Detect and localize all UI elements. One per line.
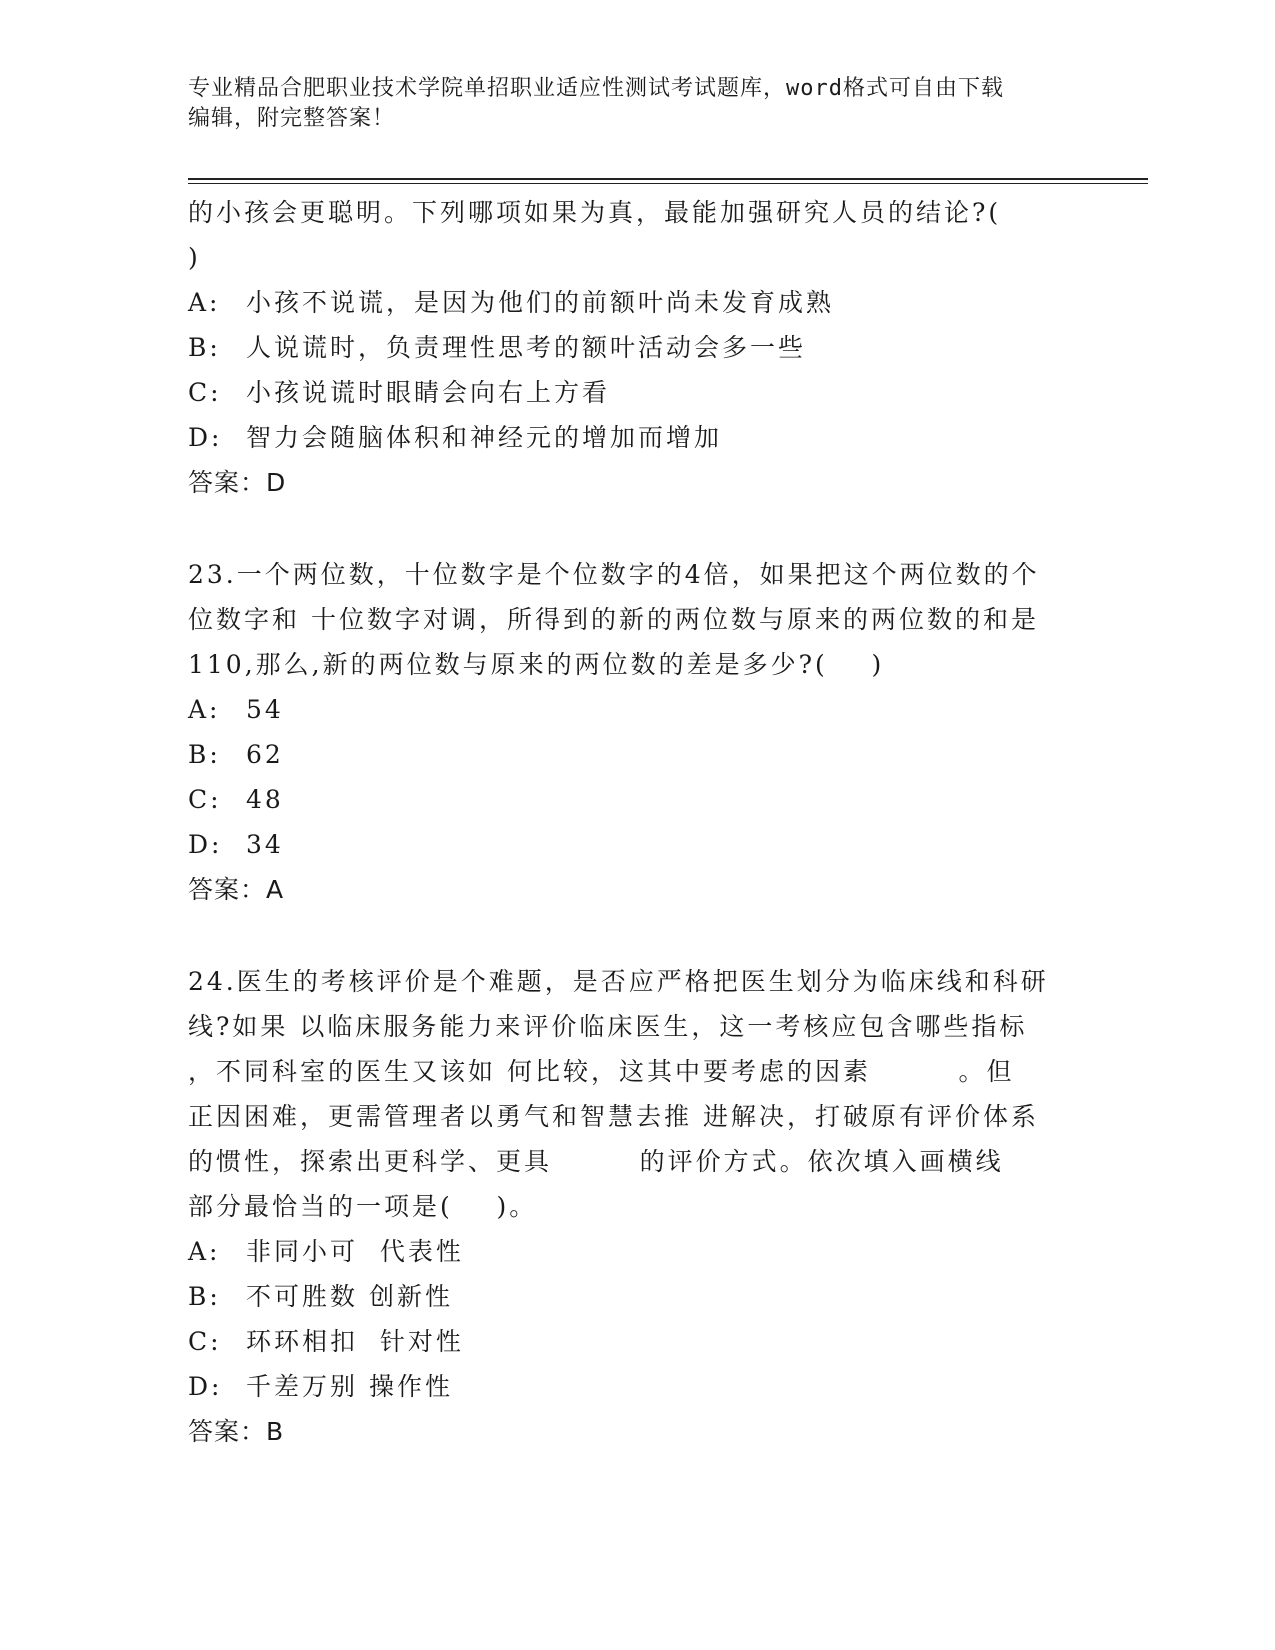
option-key: A: bbox=[188, 288, 221, 317]
header-divider-thick bbox=[188, 178, 1148, 180]
option-c bbox=[188, 1319, 1078, 1364]
option-key: C: bbox=[188, 378, 222, 407]
question-text-line: 部分最恰当的一项是( )。 bbox=[188, 1192, 538, 1221]
question-text-line: ) bbox=[188, 243, 201, 272]
document-header bbox=[188, 74, 1068, 134]
option-a bbox=[188, 280, 1078, 325]
option-b bbox=[188, 325, 1078, 370]
option-key: C: bbox=[188, 785, 222, 814]
question-22 bbox=[188, 190, 1078, 505]
option-key: B: bbox=[188, 740, 221, 769]
option-text: 小孩不说谎，是因为他们的前额叶尚未发育成熟 bbox=[246, 288, 835, 317]
answer: 答案：A bbox=[188, 875, 285, 904]
question-24 bbox=[188, 959, 1078, 1454]
option-text: 48 bbox=[246, 785, 284, 814]
question-text-line: 的小孩会更聪明。下列哪项如果为真，最能加强研究人员的结论?( bbox=[188, 198, 1002, 227]
option-text: 千差万别 操作性 bbox=[246, 1372, 453, 1401]
option-c bbox=[188, 370, 1078, 415]
header-divider-thin bbox=[188, 183, 1148, 184]
option-key: D: bbox=[188, 423, 223, 452]
question-text-line: 位数字和 十位数字对调，所得到的新的两位数与原来的两位数的和是 bbox=[188, 605, 1039, 634]
option-text: 人说谎时，负责理性思考的额叶活动会多一些 bbox=[246, 333, 807, 362]
question-content bbox=[188, 190, 1078, 1454]
question-text-line: 23.一个两位数，十位数字是个位数字的4倍，如果把这个两位数的个 bbox=[188, 560, 1040, 589]
option-key: B: bbox=[188, 1282, 221, 1311]
question-text-line: 正因困难，更需管理者以勇气和智慧去推 进解决，打破原有评价体系 bbox=[188, 1102, 1039, 1131]
option-d bbox=[188, 415, 1078, 460]
option-text: 不可胜数 创新性 bbox=[246, 1282, 453, 1311]
option-key: C: bbox=[188, 1327, 222, 1356]
option-text: 非同小可 代表性 bbox=[246, 1237, 464, 1266]
spacer bbox=[188, 912, 1078, 959]
option-text: 34 bbox=[246, 830, 284, 859]
question-23 bbox=[188, 552, 1078, 912]
header-line-2: 编辑，附完整答案！ bbox=[188, 106, 396, 131]
option-a bbox=[188, 1229, 1078, 1274]
option-key: B: bbox=[188, 333, 221, 362]
question-text-line: 的惯性，探索出更科学、更具 的评价方式。依次填入画横线 bbox=[188, 1147, 1004, 1176]
option-b bbox=[188, 1274, 1078, 1319]
option-text: 智力会随脑体积和神经元的增加而增加 bbox=[246, 423, 723, 452]
option-key: D: bbox=[188, 830, 223, 859]
option-d bbox=[188, 1364, 1078, 1409]
option-d bbox=[188, 822, 1078, 867]
spacer bbox=[188, 505, 1078, 552]
question-text-line: 24.医生的考核评价是个难题，是否应严格把医生划分为临床线和科研 bbox=[188, 967, 1049, 996]
option-c bbox=[188, 777, 1078, 822]
option-a bbox=[188, 687, 1078, 732]
option-key: A: bbox=[188, 695, 221, 724]
answer: 答案：D bbox=[188, 468, 287, 497]
option-text: 54 bbox=[246, 695, 284, 724]
option-text: 62 bbox=[246, 740, 284, 769]
option-text: 环环相扣 针对性 bbox=[246, 1327, 464, 1356]
question-text-line: ，不同科室的医生又该如 何比较，这其中要考虑的因素 。但 bbox=[188, 1057, 1015, 1086]
question-text-line: 线?如果 以临床服务能力来评价临床医生，这一考核应包含哪些指标 bbox=[188, 1012, 1028, 1041]
header-line-1: 专业精品合肥职业技术学院单招职业适应性测试考试题库，word格式可自由下载 bbox=[188, 76, 1004, 101]
option-key: A: bbox=[188, 1237, 221, 1266]
option-b bbox=[188, 732, 1078, 777]
answer: 答案：B bbox=[188, 1417, 285, 1446]
option-text: 小孩说谎时眼睛会向右上方看 bbox=[246, 378, 611, 407]
question-text-line: 110,那么,新的两位数与原来的两位数的差是多少?( ) bbox=[188, 650, 885, 679]
option-key: D: bbox=[188, 1372, 223, 1401]
